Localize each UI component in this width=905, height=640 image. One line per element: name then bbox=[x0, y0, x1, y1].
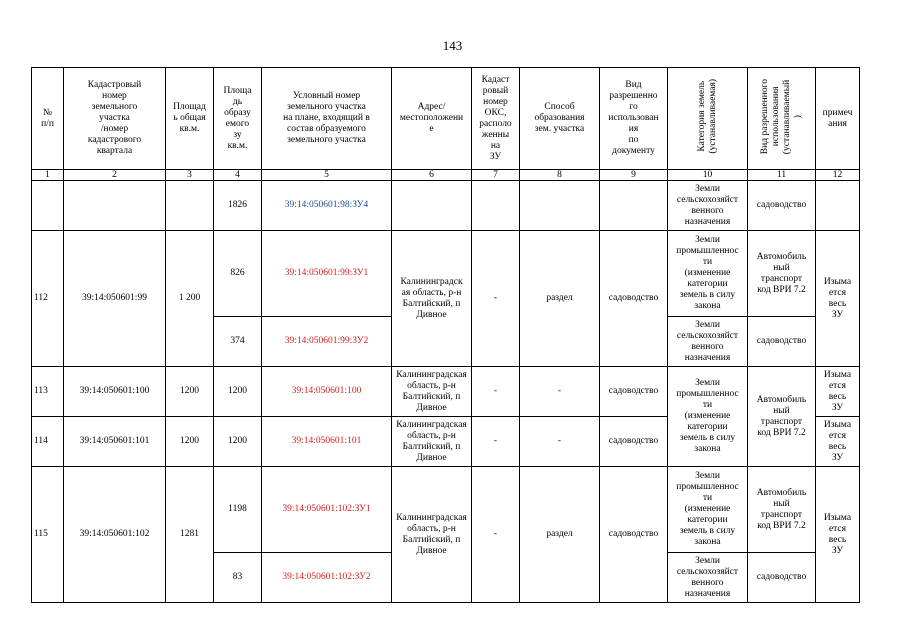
header-conditional-number: Условный номер земельного участка на плане, входящий в состав образуемого земельного участка bbox=[262, 68, 392, 170]
cadastral-number: 39:14:050601:99 bbox=[64, 231, 166, 367]
table-row bbox=[32, 367, 860, 417]
land-category: Земли сельскохозяйст венного назначения bbox=[668, 181, 748, 231]
permitted-use: Автомобиль ный транспорт код ВРИ 7.2 bbox=[748, 367, 816, 467]
col-num: 4 bbox=[214, 170, 262, 181]
column-number-row bbox=[32, 170, 860, 181]
formation-method: - bbox=[520, 417, 600, 467]
table-row bbox=[32, 467, 860, 553]
header-permitted-use-doc: Вид разрешенно го использован ия по документу bbox=[600, 68, 668, 170]
formed-area: 374 bbox=[214, 317, 262, 367]
header-total-area: Площад ь общая кв.м. bbox=[166, 68, 214, 170]
table-row bbox=[32, 181, 860, 231]
land-category: Земли сельскохозяйст венного назначения bbox=[668, 553, 748, 603]
conditional-number: 39:14:050601:99:ЗУ2 bbox=[262, 317, 392, 367]
total-area: 1 200 bbox=[166, 231, 214, 367]
permitted-use: садоводство bbox=[748, 553, 816, 603]
land-category: Земли промышленнос ти (изменение категории земель в силу закона bbox=[668, 231, 748, 317]
conditional-number: 39:14:050601:101 bbox=[262, 417, 392, 467]
header-row bbox=[32, 68, 860, 170]
address: Калининградск ая область, р-н Балтийский, п Дивное bbox=[392, 231, 472, 367]
address: Калининградская область, р-н Балтийский, п Дивное bbox=[392, 367, 472, 417]
row-number: 113 bbox=[32, 367, 64, 417]
row-number: 115 bbox=[32, 467, 64, 603]
conditional-number: 39:14:050601:102:ЗУ1 bbox=[262, 467, 392, 553]
oks-number: - bbox=[472, 231, 520, 367]
conditional-number: 39:14:050601:102:ЗУ2 bbox=[262, 553, 392, 603]
col-num: 2 bbox=[64, 170, 166, 181]
permitted-use: садоводство bbox=[748, 181, 816, 231]
col-num: 9 bbox=[600, 170, 668, 181]
total-area: 1200 bbox=[166, 417, 214, 467]
land-plot-table bbox=[31, 67, 860, 603]
total-area: 1281 bbox=[166, 467, 214, 603]
formation-method: - bbox=[520, 367, 600, 417]
header-formed-area: Площа дь образу емого зу кв.м. bbox=[214, 68, 262, 170]
land-category: Земли промышленнос ти (изменение категории земель в силу закона bbox=[668, 367, 748, 467]
oks-number: - bbox=[472, 417, 520, 467]
col-num: 3 bbox=[166, 170, 214, 181]
header-formation-method: Способ образования зем. участка bbox=[520, 68, 600, 170]
oks-number: - bbox=[472, 367, 520, 417]
note: Изыма ется весь ЗУ bbox=[816, 231, 860, 367]
row-number: 112 bbox=[32, 231, 64, 367]
permitted-use: Автомобиль ный транспорт код ВРИ 7.2 bbox=[748, 467, 816, 553]
formed-area: 83 bbox=[214, 553, 262, 603]
col-num: 10 bbox=[668, 170, 748, 181]
page-number: 143 bbox=[442, 38, 463, 53]
formed-area: 1826 bbox=[214, 181, 262, 231]
address: Калининградская область, р-н Балтийский, п Дивное bbox=[392, 417, 472, 467]
header-notes: примеч ания bbox=[816, 68, 860, 170]
col-num: 1 bbox=[32, 170, 64, 181]
formed-area: 1198 bbox=[214, 467, 262, 553]
cadastral-number: 39:14:050601:100 bbox=[64, 367, 166, 417]
header-permitted-use-set: Вид разрешенного использования (устанавливаемый ) bbox=[748, 68, 816, 170]
oks-number: - bbox=[472, 467, 520, 603]
formed-area: 826 bbox=[214, 231, 262, 317]
cadastral-number: 39:14:050601:101 bbox=[64, 417, 166, 467]
conditional-number: 39:14:050601:100 bbox=[262, 367, 392, 417]
row-number: 114 bbox=[32, 417, 64, 467]
col-num: 11 bbox=[748, 170, 816, 181]
note: Изыма ется весь ЗУ bbox=[816, 417, 860, 467]
formation-method: раздел bbox=[520, 467, 600, 603]
header-number: № п/п bbox=[32, 68, 64, 170]
header-land-category: Категория земель (устанавливаемая) bbox=[668, 68, 748, 170]
address: Калининградская область, р-н Балтийский, п Дивное bbox=[392, 467, 472, 603]
land-category: Земли сельскохозяйст венного назначения bbox=[668, 317, 748, 367]
note: Изыма ется весь ЗУ bbox=[816, 367, 860, 417]
note: Изыма ется весь ЗУ bbox=[816, 467, 860, 603]
permitted-use: Автомобиль ный транспорт код ВРИ 7.2 bbox=[748, 231, 816, 317]
formed-area: 1200 bbox=[214, 417, 262, 467]
col-num: 6 bbox=[392, 170, 472, 181]
conditional-number: 39:14:050601:98:ЗУ4 bbox=[262, 181, 392, 231]
col-num: 5 bbox=[262, 170, 392, 181]
col-num: 12 bbox=[816, 170, 860, 181]
header-address: Адрес/ местоположени е bbox=[392, 68, 472, 170]
land-category: Земли промышленнос ти (изменение категории земель в силу закона bbox=[668, 467, 748, 553]
header-cadastral-number: Кадастровый номер земельного участка /номер кадастрового квартала bbox=[64, 68, 166, 170]
permitted-use-doc: садоводство bbox=[600, 417, 668, 467]
table-row bbox=[32, 231, 860, 317]
permitted-use-doc: садоводство bbox=[600, 367, 668, 417]
formed-area: 1200 bbox=[214, 367, 262, 417]
total-area: 1200 bbox=[166, 367, 214, 417]
col-num: 7 bbox=[472, 170, 520, 181]
conditional-number: 39:14:050601:99:ЗУ1 bbox=[262, 231, 392, 317]
col-num: 8 bbox=[520, 170, 600, 181]
permitted-use-doc: садоводство bbox=[600, 467, 668, 603]
formation-method: раздел bbox=[520, 231, 600, 367]
permitted-use-doc: садоводство bbox=[600, 231, 668, 367]
permitted-use: садоводство bbox=[748, 317, 816, 367]
cadastral-number: 39:14:050601:102 bbox=[64, 467, 166, 603]
header-oks-number: Кадаст ровый номер ОКС, располо женны на ЗУ bbox=[472, 68, 520, 170]
